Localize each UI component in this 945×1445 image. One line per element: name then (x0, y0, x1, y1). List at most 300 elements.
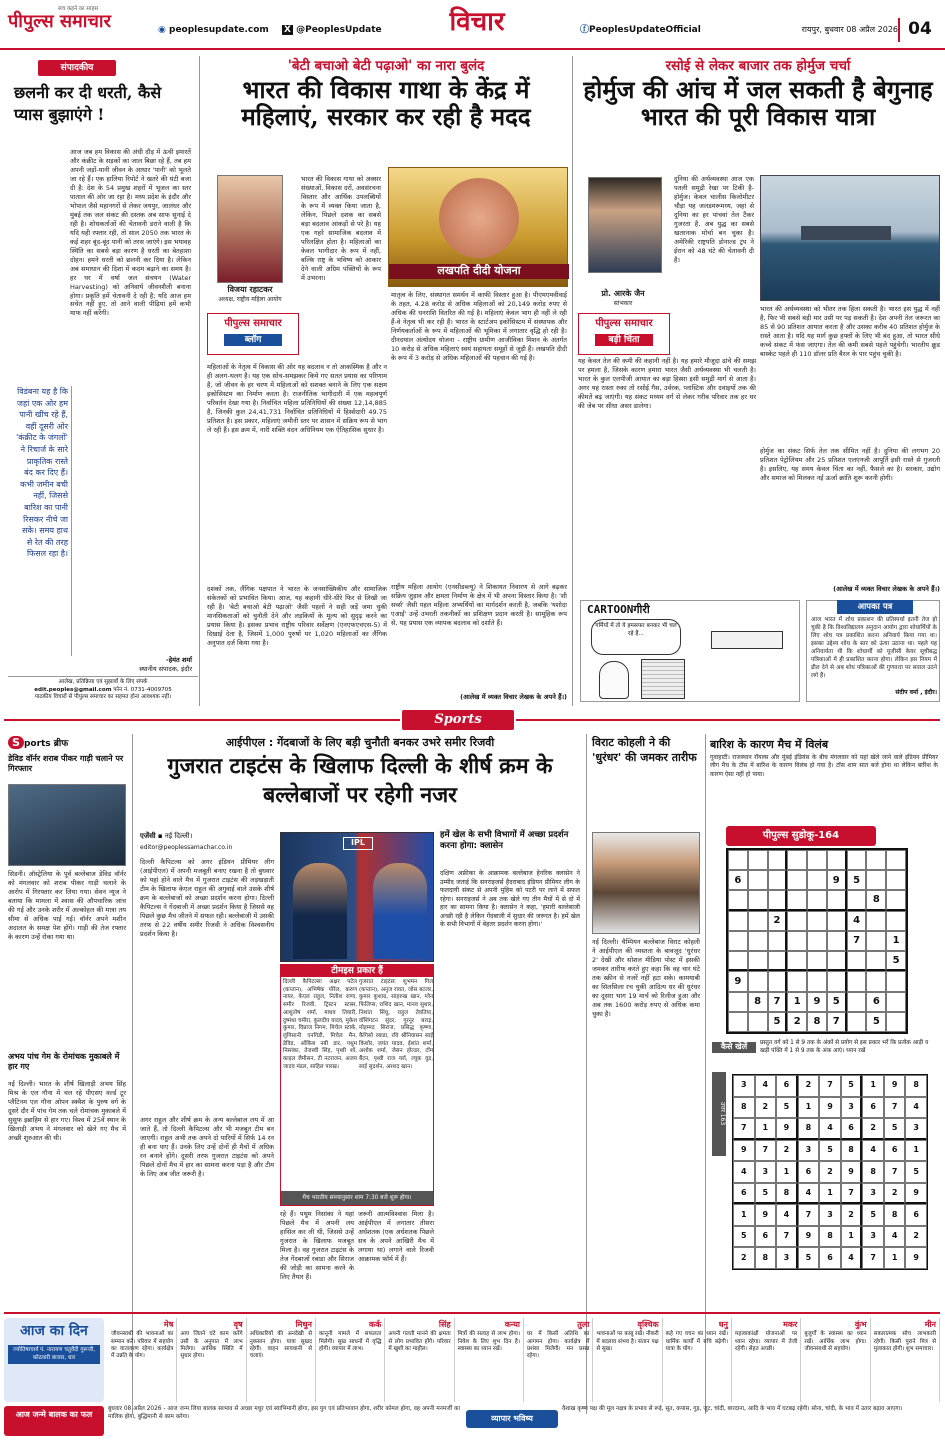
sudoku-cell[interactable] (748, 911, 768, 931)
page-number: 04 (898, 18, 940, 42)
business-text: वैशाख कृष्ण पक्ष की मूल नक्षत्र के प्रभाव से रूई, सूत, कपास, गुड़, जूट, चांदी, बारदाना, आदि के भाव में घटबढ़ रहेगी। सोना, चांदी, के भाव में उतार बढ़ाव आएगा। (562, 1406, 903, 1412)
ipl-body-4: जरूरी आत्मविश्वास मिला है। आईपीएल में लगातार तीसरा अर्धशतक (एक अर्धशतक पिछले सत्र के अपने आखिरी मैच में लगाया था) लगाने वाले रिजवी आक्रामक फॉर्म में हैं। (358, 1210, 434, 1263)
answer-label: उत्तर 163 (712, 1072, 726, 1156)
sudoku-cell[interactable] (807, 890, 827, 910)
lead2-section (576, 55, 940, 615)
x-logo-icon: X (284, 25, 291, 35)
lead1-author-photo (217, 175, 283, 283)
sudoku-cell[interactable] (787, 870, 807, 890)
globe-icon: ◉ (158, 25, 169, 35)
sudoku-cell[interactable]: 6 (866, 992, 886, 1012)
how-text: प्रस्तुत वर्ग को 1 से 9 तक के अंकों से प्रयोग से इस प्रकार भरें कि प्रत्येक आड़ी व खड़ी पंक्ति में 1 से 9 तक के अंक आएं। ध्यान रखें (760, 1040, 929, 1054)
sports-rule-right (516, 719, 940, 721)
answer-cell: 5 (862, 1204, 884, 1226)
sudoku-cell[interactable]: 2 (768, 911, 788, 931)
answer-cell: 5 (884, 1118, 906, 1140)
rashi-name: तुला (577, 1320, 590, 1329)
lead2-body-4: होर्मुज का संकट सिर्फ तेल तक सीमित नहीं है। दुनिया की लगभग 20 प्रतिशत पेट्रोलियम और 25 प्रतिशत एलएनजी आपूर्ति इसी रास्ते से गुजरती है। इसलिए, यह समय केवल चिंता का नहीं, फैसले का है। सरकार, उद्योग और समाज को मिलकर नई ऊर्जा क्रांति शुरू करनी होगी। (760, 447, 940, 482)
sudoku-cell[interactable] (847, 951, 867, 971)
sudoku-cell[interactable]: 9 (728, 971, 748, 991)
byline-name: -हेमंत शर्मा (166, 656, 192, 664)
sudoku-cell[interactable] (886, 971, 906, 991)
answer-cell: 3 (862, 1183, 884, 1205)
rashi-text: जीवनसाथी की भावनाओं का सम्मान करें। परिवार में सहयोग का वातावरण रहेगा। कार्यक्षेत्र में उन्नति के योग। (111, 1331, 174, 1360)
answer-cell: 9 (905, 1183, 927, 1205)
answer-cell: 4 (776, 1204, 798, 1226)
answer-cell: 8 (884, 1204, 906, 1226)
rashi-row (108, 1318, 940, 1402)
ipl-body-3: रहे हैं। पथुम निसांका ने यहां पिछले मैच में अपनी लय हासिल कर ली थी, जिससे उन्हें गुजरात के खिलाफ मजबूत मिला है। वह गुजरात टाइटंस के तेज गेंदबाजों रबाडा और सिराज की जोड़ी का सामना करने के लिए तैयार हैं। (280, 1210, 354, 1281)
answer-cell: 6 (755, 1226, 777, 1248)
masthead (0, 0, 945, 50)
column-divider (199, 56, 200, 706)
footer-contacts (8, 687, 198, 695)
brief-s-logo: S (8, 736, 24, 749)
answer-cell: 5 (755, 1183, 777, 1205)
brief-body: सिडनी। ऑस्ट्रेलिया के पूर्व बल्लेबाज डेविड वॉर्नर को मंगलवार को शराब पीकर गाड़ी चलाने के आरोप में गिरफ्तार कर लिया गया। सेवन न्यूज ने बताया कि मामला में श्वास की औपचारिक जांच की गई और उनके शरीर में अल्कोहल की मात्रा तय सीमा से अधिक पाई गई। वॉर्नर अपने मशीन अदालत के समक्ष पेश होंगे। गाड़ी की तेज रफ्तार के कारण उन्हें रोका गया था। (8, 870, 126, 941)
sudoku-cell[interactable] (886, 850, 906, 870)
sudoku-cell[interactable] (768, 931, 788, 951)
team-box (280, 964, 434, 1206)
birthday-text: बुधवार 08 अप्रैल 2026 - आज जन्म लिया बालक स्वभाव से अच्छा मधुर एवं स्वाभिमानी होगा, इस युग एवं प्रतिभावान होगा, शरीर कोमल होगा, वह अपनी मनमर्जी का मालिक होगा, बुद्धिमानी से काम करेगा। (108, 1406, 460, 1420)
sudoku-cell[interactable] (768, 890, 788, 910)
rashi-text: भावनाओं पर काबू रखें। नौकरी में बदलाव संभव है। संतान पक्ष से सुख। (596, 1331, 659, 1352)
answer-cell: 2 (884, 1183, 906, 1205)
sudoku-cell[interactable] (866, 870, 886, 890)
rashi-box (316, 1318, 385, 1402)
lead1-footer: (आलेख में व्यक्त विचार लेखक के अपने हैं।) (460, 693, 567, 701)
lead2-author-photo (588, 177, 662, 273)
answer-cell: 7 (862, 1247, 884, 1269)
sudoku-cell[interactable] (827, 971, 847, 991)
sudoku-cell[interactable]: 5 (768, 1012, 788, 1032)
answer-cell: 7 (755, 1140, 777, 1162)
klaasen-body: दक्षिण अफ्रीका के आक्रामक बल्लेबाज हेनरिक क्लासेन ने उम्मीद जताई कि सनराइजर्स हैदराबाद इंडियन प्रीमियर लीग के फलदायी संकट से अपनी मुहिम को पटरी पर लाने में सफल रहेगा। सनराइजर्स ने अब तक खेले गए तीन मैचों में से दो में हार का सामना किया है। क्लासेन ने कहा, 'हमारी बल्लेबाजी अच्छी रही है लेकिन गेंदबाजी में सुधार की जरूरत है। हमें खेल के सभी विभागों में बेहतर प्रदर्शन करना होगा।' (440, 870, 580, 929)
graphic-women-figures (439, 178, 519, 258)
answer-cell: 3 (841, 1097, 863, 1119)
sudoku-cell[interactable] (847, 890, 867, 910)
answer-cell: 6 (819, 1247, 841, 1269)
answer-cell: 7 (841, 1183, 863, 1205)
footer-contact-line: आलेख, प्रतिक्रिया एवं सुझावों के लिए संपर्क (58, 679, 148, 685)
rashi-name: मीन (924, 1320, 936, 1329)
sudoku-cell[interactable] (827, 931, 847, 951)
lead2-author-name: प्रो. आरके जैन (601, 289, 645, 298)
facebook-link[interactable]: ⓕPeoplesUpdateOfficial (580, 25, 701, 35)
sudoku-cell[interactable] (827, 850, 847, 870)
rashi-box (455, 1318, 524, 1402)
answer-cell: 8 (905, 1075, 927, 1097)
sudoku-cell[interactable] (847, 1012, 867, 1032)
lead2-body-3: यह केवल तेल की कमी की कहानी नहीं है। यह हमारे मौजूदा ढांचे की समझ पर हमला है, जिसके कारण हमारा भारत जैसी अर्थव्यवस्था भी चलती है। भारत के कुल एलपीजी आयात का बड़ा हिस्सा इसी समुद्री मार्ग से आता है। अगर यह रास्ता रुका तो रसोई गैस, उर्वरक, प्लास्टिक और दवाइयों तक की कीमतें बढ़ जाएंगी। यह संकट मध्यम वर्ग से लेकर गरीब परिवार तक हर घर की जेब पर सीधा असर डालेगा। (578, 357, 756, 410)
rashi-name: वृष (233, 1320, 243, 1329)
agency-name: एजेंसी (140, 832, 156, 840)
letter-box (806, 600, 940, 702)
rashi-name: धनु (718, 1320, 728, 1329)
sudoku-cell[interactable]: 4 (847, 911, 867, 931)
answer-cell: 1 (798, 1097, 820, 1119)
sudoku-cell[interactable]: 8 (807, 1012, 827, 1032)
lead1-body-1: भारत की विकास गाथा को अक्सर संख्याओं, विकास दरों, अवसंरचना विस्तार और आर्थिक उपलब्धियों के रूप में व्यक्त किया जाता है, लेकिन, पिछले दशक का सबसे बड़ा बदलाव आंकड़ों से परे है। यह एक गहरे सामाजिक बदलाव में परिलक्षित होता है। महिलाओं का केवल भागीदार के रूप में नहीं, बल्कि राष्ट्र के भविष्य को आकार देने वाली अग्रिम पंक्तियों के रूप में उभरना। (301, 175, 381, 282)
rain-headline: बारिश के कारण मैच में विलंब (710, 738, 829, 751)
kohli-body: नई दिल्ली। चैम्पियन बल्लेबाज विराट कोहली ने आईपीएल की व्यस्तता के बावजूद 'धुरंधर 2' देखी और सोशल मीडिया पोस्ट में इसकी जमकर तारीफ करते हुए कहा कि वह चार घंटे तक स्क्रीन से नजरें नहीं हटा सके। कामयाबी का सिलसिला रच चुकी आदित्य धर की धुरंधर का दूसरा भाग 19 मार्च को रिलीज हुआ और अब तक 1600 करोड़ रुपए से अधिक कमा चुका है। (592, 938, 700, 1018)
editor-email[interactable]: editor@peoplessamachar.co.in (140, 844, 233, 851)
ipl-kicker: आईपीएल : गेंदबाजों के लिए बड़ी चुनौती बनकर उभरे समीर रिजवी (225, 736, 495, 749)
answer-cell: 3 (776, 1247, 798, 1269)
answer-cell: 7 (884, 1097, 906, 1119)
answer-cell: 1 (884, 1247, 906, 1269)
cartoon-label: CARTOONगीरी (587, 603, 650, 616)
editorial-label: संपादकीय (38, 60, 116, 76)
rashi-box (108, 1318, 177, 1402)
lead1-author-role: अध्यक्ष, राष्ट्रीय महिला आयोग (218, 295, 282, 303)
blog-label: ब्लॉग (224, 334, 282, 346)
sudoku-cell[interactable] (866, 850, 886, 870)
answer-cell: 6 (884, 1140, 906, 1162)
sudoku-cell[interactable] (768, 850, 788, 870)
answer-cell: 7 (819, 1075, 841, 1097)
editorial-section (4, 56, 194, 686)
answer-cell: 2 (862, 1118, 884, 1140)
sudoku-cell[interactable] (886, 992, 906, 1012)
cartoon-ac-unit (711, 631, 783, 649)
answer-cell: 4 (884, 1226, 906, 1248)
rashi-text: कहे गए वचन का ध्यान रखें। धार्मिक कार्यों में रुचि बढ़ेगी। यात्रा के योग। (665, 1331, 728, 1352)
abhay-body: नई दिल्ली। भारत के शीर्ष खिलाड़ी अभय सिंह मिश्र के एल गौना में चल रहे पीएसए वर्ल्ड टूर प्लैटिनम एल गौना ओपन स्क्वैश के पुरुष वर्ग के दूसरे दौर में पांच गेम तक चले रोमांचक मुकाबले में सुसुफ इब्राहिम से हार गए। विश्व में 25वें स्थान के खिलाड़ी अभय ने मंगलवार को खेले गए मैच में अच्छी शुरुआत की थी। (8, 1080, 126, 1142)
match-time: मैच भारतीय समयानुसार शाम 7:30 बजे शुरू होगा। (281, 1191, 433, 1205)
astrologer-credit: ज्योतिषाचार्य पं. नारायण चतुर्वेदी गुरूजी, कोठवारी बाजार, धार (8, 1345, 100, 1364)
letter-body: आज भारत में शोध प्रकाशन की प्रतिस्पर्धा इतनी तेज हो चुकी है कि विश्वविद्यालय अनुदान आयोग द्वारा शोधार्थियों के लिए शोध पत्र प्रकाशित करना अनिवार्य किया गया था। इसका उद्देश्य शोध के स्तर को ऊंचा उठाना था। पहले यह अनिवार्यता थी कि शोधार्थी को यूजीसी केयर सूचीबद्ध पत्रिकाओं में ही प्रकाशित करना होगा। लेकिन इस नियम में ढील देने से अब शोध पत्रिकाओं की गुणवत्ता पर सवाल उठने लगे हैं। (811, 617, 937, 679)
answer-cell: 4 (733, 1161, 755, 1183)
rashi-text: आप जितने घंटे काम करेंगे उसी के अनुपात में लाभ मिलेगा। आर्थिक स्थिति में सुधार होगा। (180, 1331, 243, 1360)
sudoku-cell[interactable]: 5 (847, 870, 867, 890)
sudoku-cell[interactable] (847, 971, 867, 991)
business-label: व्यापार भविष्य (466, 1410, 558, 1428)
lakhpati-didi-graphic (388, 167, 568, 287)
answer-cell: 5 (905, 1161, 927, 1183)
answer-cell: 3 (819, 1204, 841, 1226)
rashi-name: कर्क (369, 1320, 382, 1329)
kohli-photo (592, 832, 700, 934)
rashi-box (663, 1318, 732, 1402)
answer-cell: 1 (733, 1204, 755, 1226)
sudoku-cell[interactable]: 1 (787, 992, 807, 1012)
rashi-text: मित्रों की सलाह से लाभ होगा। निवेश के लिए शुभ दिन है। स्वास्थ्य का ध्यान रखें। (457, 1331, 520, 1352)
editorial-footer (8, 676, 198, 708)
website-link[interactable]: ◉ peoplesupdate.com (158, 25, 269, 35)
ipl-logo: IPL (343, 837, 373, 850)
lead1-body-2: महिलाओं के नेतृत्व में विकास की ओर यह बदलाव न तो आकस्मिक है और न ही अलग-थलग है। यह एक सोच-समझकर किये गए सतत प्रयास का परिणाम है, जो जीवन के हर चरण में महिलाओं को सशक्त बनाने के लिए एक सक्षम इकोसिस्टम का निर्माण करता है। राजनीतिक भागीदारी में एक महत्वपूर्ण परिवर्तन देखा गया है। निर्वाचित महिला प्रतिनिधियों की संख्या 12,14,885 है, जिनकी कुल 24,41,731 निर्वाचित प्रतिनिधियों में हिस्सेदारी 49.75 प्रतिशत है। इस प्रकार, महिलाएं जमीनी स्तर पर शासन में सक्रिय रूप से भाग ले रही हैं। इस क्रम में, नारी शक्ति वंदन अधिनियम एक ऐतिहासिक सुधार है। (207, 363, 387, 434)
column-label: बड़ी चिंता (595, 334, 653, 346)
sudoku-cell[interactable] (886, 890, 906, 910)
lead1-body-5: राष्ट्रीय महिला आयोग (एनसीडब्ल्यू) ने शिकायत निवारण से आगे बढ़कर सक्रिय जुड़ाव और क्षमता निर्माण के क्षेत्र में भी अपना विस्तार किया है। 'शी सर्व्स' जैसी पहल महिला अभ्यर्थियों का मार्गदर्शन करती है, जबकि 'यशोदा एआई' उन्हें उभरती तकनीकों का प्रशिक्षण प्रदान करती है। सामूहिक रूप से, यह प्रयास एक व्यापक बदलाव को दर्शाते हैं। (391, 583, 567, 627)
sudoku-cell[interactable] (866, 951, 886, 971)
brief-label: S ports ब्रीफ (8, 736, 128, 751)
sudoku-cell[interactable] (748, 951, 768, 971)
blog-paper-name: पीपुल्स समाचार (224, 318, 282, 329)
lead1-kicker: 'बेटी बचाओ बेटी पढ़ाओ' का नारा बुलंद (287, 58, 485, 74)
sudoku-cell[interactable] (768, 971, 788, 991)
sudoku-cell[interactable] (748, 971, 768, 991)
rashi-name: मेष (163, 1320, 174, 1329)
answer-cell: 7 (776, 1226, 798, 1248)
sudoku-cell[interactable] (866, 971, 886, 991)
editorial-byline (74, 656, 192, 674)
answer-cell: 1 (841, 1226, 863, 1248)
sudoku-cell[interactable]: 9 (827, 870, 847, 890)
sudoku-cell[interactable] (807, 870, 827, 890)
sudoku-cell[interactable] (748, 890, 768, 910)
answer-cell: 1 (819, 1183, 841, 1205)
sudoku-grid[interactable] (726, 848, 908, 1034)
answer-cell: 4 (819, 1118, 841, 1140)
sudoku-cell[interactable] (748, 1012, 768, 1032)
sudoku-cell[interactable]: 5 (886, 951, 906, 971)
klaasen-headline: हमें खेल के सभी विभागों में अच्छा प्रदर्शन करना होगा: क्लासेन (440, 830, 569, 852)
sudoku-cell[interactable] (886, 870, 906, 890)
dateline: रायपुर, बुधवार 08 अप्रैल 2026 (801, 25, 898, 34)
answer-cell: 2 (905, 1226, 927, 1248)
rashi-text: अधिकारियों की अनदेखी से नुकसान होगा। यात्रा सुखद रहेगी। वाहन सावधानी से चलाएं। (249, 1331, 312, 1360)
lead1-headline: भारत की विकास गाथा के केंद्र में महिलाएं, सरकार कर रही है मदद (241, 75, 531, 131)
agency-city: नई दिल्ली। (164, 832, 193, 840)
answer-cell: 6 (733, 1183, 755, 1205)
answer-cell: 6 (776, 1075, 798, 1097)
section-title: विचार (449, 7, 505, 37)
rain-body: गुवाहाटी। राजस्थान रॉयल्स और मुंबई इंडियंस के बीच मंगलवार को यहां खेले जाने वाले इंडियन प्रीमियर लीग मैच के टॉस में बारिश के कारण विलंब हो गया है। टॉस शाम सात बजे होना था लेकिन बारिश के कारण ऐसा नहीं हो पाया। (710, 754, 938, 778)
sudoku-cell[interactable]: 8 (866, 890, 886, 910)
sudoku-title: पीपुल्स सुडोकू-164 (726, 826, 876, 846)
sudoku-cell[interactable] (807, 951, 827, 971)
abhay-headline: अभय पांच गेम के रोमांचक मुकाबले में हार गए (8, 1052, 120, 1072)
answer-cell: 4 (862, 1140, 884, 1162)
answer-cell: 1 (776, 1161, 798, 1183)
rashi-text: सकारात्मक सोच लाभकारी रहेगी। किसी पुराने मित्र से मुलाकात होगी। शुभ समाचार। (873, 1331, 936, 1352)
rashi-box (524, 1318, 593, 1402)
answer-cell: 9 (905, 1247, 927, 1269)
rashi-text: घर में किसी अतिथि का आगमन होगा। कार्यक्षेत्र में प्रशंसा मिलेगी। मन प्रसन्न रहेगा। (527, 1331, 590, 1360)
answer-cell: 2 (841, 1204, 863, 1226)
sudoku-cell[interactable] (728, 992, 748, 1012)
rashi-text: बुजुर्गों के स्वास्थ्य का ध्यान रखें। आर्थिक लाभ होगा। जीवनसाथी से सहयोग। (804, 1331, 867, 1352)
answer-cell: 7 (733, 1118, 755, 1140)
rashi-box (732, 1318, 801, 1402)
sudoku-cell[interactable] (787, 931, 807, 951)
answer-cell: 6 (862, 1097, 884, 1119)
sudoku-cell[interactable] (748, 870, 768, 890)
players-photo (280, 832, 434, 962)
sudoku-cell[interactable] (728, 850, 748, 870)
sudoku-cell[interactable] (807, 931, 827, 951)
sudoku-cell[interactable] (728, 911, 748, 931)
today-label: आज का दिन (20, 1323, 88, 1339)
answer-cell: 8 (776, 1183, 798, 1205)
rashi-text: अपनी गलती मानने की क्षमता से लोग प्रभावित होंगे। परिवार में खुशी का माहौल। (388, 1331, 451, 1352)
sudoku-cell[interactable] (787, 951, 807, 971)
answer-cell: 5 (819, 1140, 841, 1162)
sudoku-cell[interactable] (827, 951, 847, 971)
sudoku-cell[interactable] (787, 890, 807, 910)
answer-cell: 7 (884, 1161, 906, 1183)
answer-cell: 3 (798, 1140, 820, 1162)
answer-cell: 8 (862, 1161, 884, 1183)
sudoku-cell[interactable]: 1 (886, 931, 906, 951)
graphic-label: लखपति दीदी योजना (389, 264, 569, 279)
editorial-headline: छलनी कर दी धरती, कैसे प्यास बुझाएंगे ! (14, 83, 162, 124)
answer-cell: 1 (862, 1075, 884, 1097)
sudoku-cell[interactable]: 7 (768, 992, 788, 1012)
answer-cell: 3 (905, 1118, 927, 1140)
cartoon-figure (599, 661, 629, 699)
player-axar (373, 863, 427, 959)
answer-cell: 7 (798, 1204, 820, 1226)
rashi-name: मिथुन (295, 1320, 312, 1329)
letter-label: आपका पत्र (837, 600, 913, 614)
sudoku-cell[interactable] (787, 971, 807, 991)
answer-cell: 4 (905, 1097, 927, 1119)
sudoku-cell[interactable] (807, 911, 827, 931)
lead1-blog-tag (207, 313, 299, 355)
sudoku-cell[interactable]: 5 (827, 992, 847, 1012)
sudoku-cell[interactable] (866, 911, 886, 931)
sudoku-cell[interactable] (847, 992, 867, 1012)
answer-cell: 9 (733, 1140, 755, 1162)
birthday-label: आज जन्मे बालक का फल (4, 1406, 104, 1436)
cartoon-cooler (641, 659, 685, 699)
sudoku-cell[interactable] (807, 971, 827, 991)
sudoku-cell[interactable] (748, 931, 768, 951)
sudoku-answer-grid (732, 1074, 928, 1270)
byline-role: स्थानीय संपादक, इंदौर (139, 664, 192, 673)
sudoku-cell[interactable] (768, 870, 788, 890)
answer-cell: 8 (733, 1097, 755, 1119)
answer-cell: 2 (819, 1161, 841, 1183)
lead2-kicker: रसोई से लेकर बाजार तक होर्मुज चर्चा (665, 58, 851, 74)
sudoku-cell[interactable]: 6 (728, 870, 748, 890)
sudoku-cell[interactable] (886, 1012, 906, 1032)
answer-cell: 9 (841, 1161, 863, 1183)
answer-cell: 6 (841, 1118, 863, 1140)
lead1-author-name: विजया रहाटकर (227, 285, 273, 294)
answer-cell: 5 (798, 1247, 820, 1269)
sudoku-cell[interactable]: 8 (748, 992, 768, 1012)
sudoku-cell[interactable]: 9 (807, 992, 827, 1012)
sudoku-cell[interactable]: 2 (787, 1012, 807, 1032)
sudoku-cell[interactable]: 7 (827, 1012, 847, 1032)
sudoku-cell[interactable] (827, 911, 847, 931)
rashi-box (247, 1318, 316, 1402)
lead2-author-role: स्तंभकार (613, 299, 633, 307)
answer-cell: 8 (798, 1118, 820, 1140)
lead1-body-4: मातृत्व के लिए, संस्थागत समर्थन में काफी विस्तार हुआ है। पीएमएमवीवाई के तहत, 4.28 करोड़ से अधिक महिलाओं को 20,149 करोड़ रुपए से अधिक की धनराशि वितरित की गई है। महिलाएं केवल भाग ही नहीं ले रही हैं-वे नेतृत्व भी कर रही हैं। भारत के स्टार्टअप इकोसिस्टम में संस्थापक और निर्णयकर्ताओं के रूप में महिलाओं की भूमिका में लगातार वृद्धि हो रही है। दीनदयाल अंत्योदय योजना - राष्ट्रीय ग्रामीण आजीविका मिशन के अंतर्गत 10 करोड़ से अधिक महिलाएं स्वयं सहायता समूहों से जुड़ी हैं। लखपति दीदी के रूप में 3 करोड़ से अधिक महिलाओं की पहचान की गई है। (391, 291, 568, 362)
sudoku-cell[interactable] (866, 931, 886, 951)
answer-cell: 3 (733, 1075, 755, 1097)
editorial-body: आज जब हम विकास की अंधी दौड़ में ऊंची इमारतें और कंक्रीट के सड़कों का जाल बिछा रहे हैं, तब हम अपनी जड़ों-यानी जीवन के आधार 'पानी' को भूलते जा रहे हैं। एक हालिया रिपोर्ट ने खतरे की घंटी बजा दी है: देश के 54 प्रमुख शहरों में भूजल का स्तर पाताल की ओर जा रहा है। मध्य प्रदेश के इंदौर और भोपाल जैसे महानगरों से लेकर जयपुर, जालंधर और मुंबई तक जल संकट की दस्तक अब साफ सुनाई दे रही है। शोधकर्ताओं की चेतावनी डराने वाली है कि यदि यही रफ्तार रही, तो साल 2050 तक भारत के कई शहर बूंद-बूंद पानी को तरस जाएंगे। इस भयावह स्थिति का सबसे बड़ा कारण है धरती का बेतहाशा दोहन। हमने धरती को छलनी कर दिया है। लेकिन अब समाधान की दिशा में कदम बढ़ाने का समय है। हर घर में वर्षा जल संचयन (Water Harvesting) को अनिवार्य जीवनशैली बनाना होगा। प्रकृति हमें चेतावनी दे रही है; यदि आज हम सचेत नहीं हुए, तो आने वाली पीढ़ियां हमें कभी माफ नहीं करेंगी। (70, 148, 191, 318)
footer-phone: फोन नं. 0731-4009705 (113, 686, 172, 693)
team-box-label: टीमइस प्रकार हैं (281, 965, 433, 977)
how-to-play (712, 1040, 940, 1068)
sudoku-cell[interactable] (827, 890, 847, 910)
lead2-headline: होर्मुज की आंच में जल सकती है बेगुनाह भारत की पूरी विकास यात्रा (583, 75, 933, 131)
how-label: कैसे खेलें (712, 1042, 756, 1053)
today-panel (4, 1318, 104, 1402)
answer-cell: 8 (755, 1247, 777, 1269)
rashi-box (593, 1318, 662, 1402)
sudoku-cell[interactable]: 7 (847, 931, 867, 951)
agency-line: एजेंसी ▪ नई दिल्ली। (140, 832, 193, 840)
paper-logo (8, 6, 158, 36)
answer-cell: 9 (884, 1075, 906, 1097)
tanker-silhouette (801, 226, 891, 240)
answer-cell: 9 (776, 1118, 798, 1140)
rashi-box (177, 1318, 246, 1402)
sudoku-cell[interactable] (728, 1012, 748, 1032)
lead1-author (203, 285, 297, 304)
answer-cell: 8 (819, 1226, 841, 1248)
rashi-text: कानूनी मामले में सफलता मिलेगी। सुख साधनों में वृद्धि होगी। व्यापार में लाभ। (319, 1331, 382, 1352)
lead1-section (203, 55, 569, 710)
answer-cell: 5 (733, 1226, 755, 1248)
sudoku-cell[interactable] (748, 850, 768, 870)
column-divider (572, 56, 573, 706)
rashi-name: कुंभ (854, 1320, 867, 1329)
answer-cell: 6 (905, 1204, 927, 1226)
sudoku-cell[interactable] (787, 850, 807, 870)
ship-photo (760, 175, 940, 301)
facebook-icon: ⓕ (580, 25, 590, 35)
answer-cell: 9 (819, 1097, 841, 1119)
footer-disclaimer: पाठकीय विचारों से पीपुल्स समाचार का सहमत होना आवश्यक नहीं। (34, 694, 172, 701)
answer-cell: 2 (776, 1140, 798, 1162)
rashi-text: महत्वाकांक्षी योजनाओं पर ध्यान रहेगा। व्यापार में तेजी रहेगी। सेहत अच्छी। (735, 1331, 798, 1352)
sports-banner: Sports (402, 710, 514, 730)
lead2-column-tag (578, 313, 670, 355)
gt-squad: गुजरात टाइटंसः शुभमन गिल (कप्तान), अनुज रावत, जोस बटलर, कुमार कुशाग्र, साहरुख खान, ग्लेन फिलिप्स, राशिद खान, मानव सुथार, निशांत सिंधु, राहुल तेवतिया, वॉशिंगटन सुंदर, गुरनूर बराड़, मोहम्मद सिराज, प्रसिद्ध कृष्णा, कैगिसो रबाडा, रवि श्रीनिवासन साई किशोर, जयंत यादव, ईशांत शर्मा, अशोक शर्मा, जेसन होल्डर, टॉम बैंटन, पृथ्वी राज यर्रा, ल्यूक वुड, साई सुदर्शन, अरशद खान। (359, 979, 433, 1070)
lead2-body-1: दुनिया की अर्थव्यवस्था आज एक पतली समुद्री रेखा पर टिकी है-होर्मुज। केवल चालीस किलोमीटर चौड़ा यह जलडमरूमध्य, जहां से दुनिया का हर पांचवां तेल टैंकर गुजरता है, अब युद्ध का सबसे खतरनाक मोर्चा बन चुका है। अमेरिकी राष्ट्रपति डोनाल्ड ट्रंप ने ईरान को 48 घंटे की चेतावनी दी है। (674, 175, 754, 264)
sudoku-cell[interactable] (886, 911, 906, 931)
paper-name: पीपुल्स समाचार (8, 11, 111, 33)
twitter-link[interactable]: X @PeoplesUpdate (284, 25, 382, 35)
letter-signature: संदीप वर्मा , इंदौर। (895, 689, 937, 696)
sudoku-cell[interactable] (728, 951, 748, 971)
answer-cell: 2 (733, 1247, 755, 1269)
ipl-headline: गुजरात टाइटंस के खिलाफ दिल्ली के शीर्ष क्रम के बल्लेबाजों पर रहेगी नजर (167, 754, 553, 809)
brief-headline: डेविड वॉर्नर शराब पीकर गाड़ी चलाने पर गिरफ्तार (8, 754, 124, 774)
answer-cell: 2 (755, 1097, 777, 1119)
sudoku-cell[interactable] (728, 931, 748, 951)
footer-email[interactable]: edit.peoples@gmail.com (34, 686, 112, 693)
sudoku-cell[interactable] (847, 850, 867, 870)
lead2-footer: (आलेख में व्यक्त विचार लेखक के अपने हैं।) (833, 585, 940, 593)
sudoku-cell[interactable] (768, 951, 788, 971)
sudoku-cell[interactable] (787, 911, 807, 931)
answer-cell: 4 (755, 1075, 777, 1097)
sudoku-cell[interactable] (728, 890, 748, 910)
sudoku-cell[interactable] (807, 850, 827, 870)
horoscope-strip (4, 1312, 940, 1440)
rashi-box (801, 1318, 870, 1402)
warner-photo (8, 784, 126, 866)
sudoku-cell[interactable]: 5 (866, 1012, 886, 1032)
paper-tagline: सच कहने का साहस (58, 6, 99, 12)
answer-cell: 5 (841, 1075, 863, 1097)
kohli-headline: विराट कोहली ने की 'धुरंधर' की जमकर तारीफ (592, 736, 697, 764)
column-paper-name: पीपुल्स समाचार (595, 318, 653, 329)
lead2-author (576, 289, 670, 308)
answer-cell: 4 (841, 1247, 863, 1269)
sports-rule-left (4, 719, 400, 721)
answer-cell: 9 (798, 1226, 820, 1248)
